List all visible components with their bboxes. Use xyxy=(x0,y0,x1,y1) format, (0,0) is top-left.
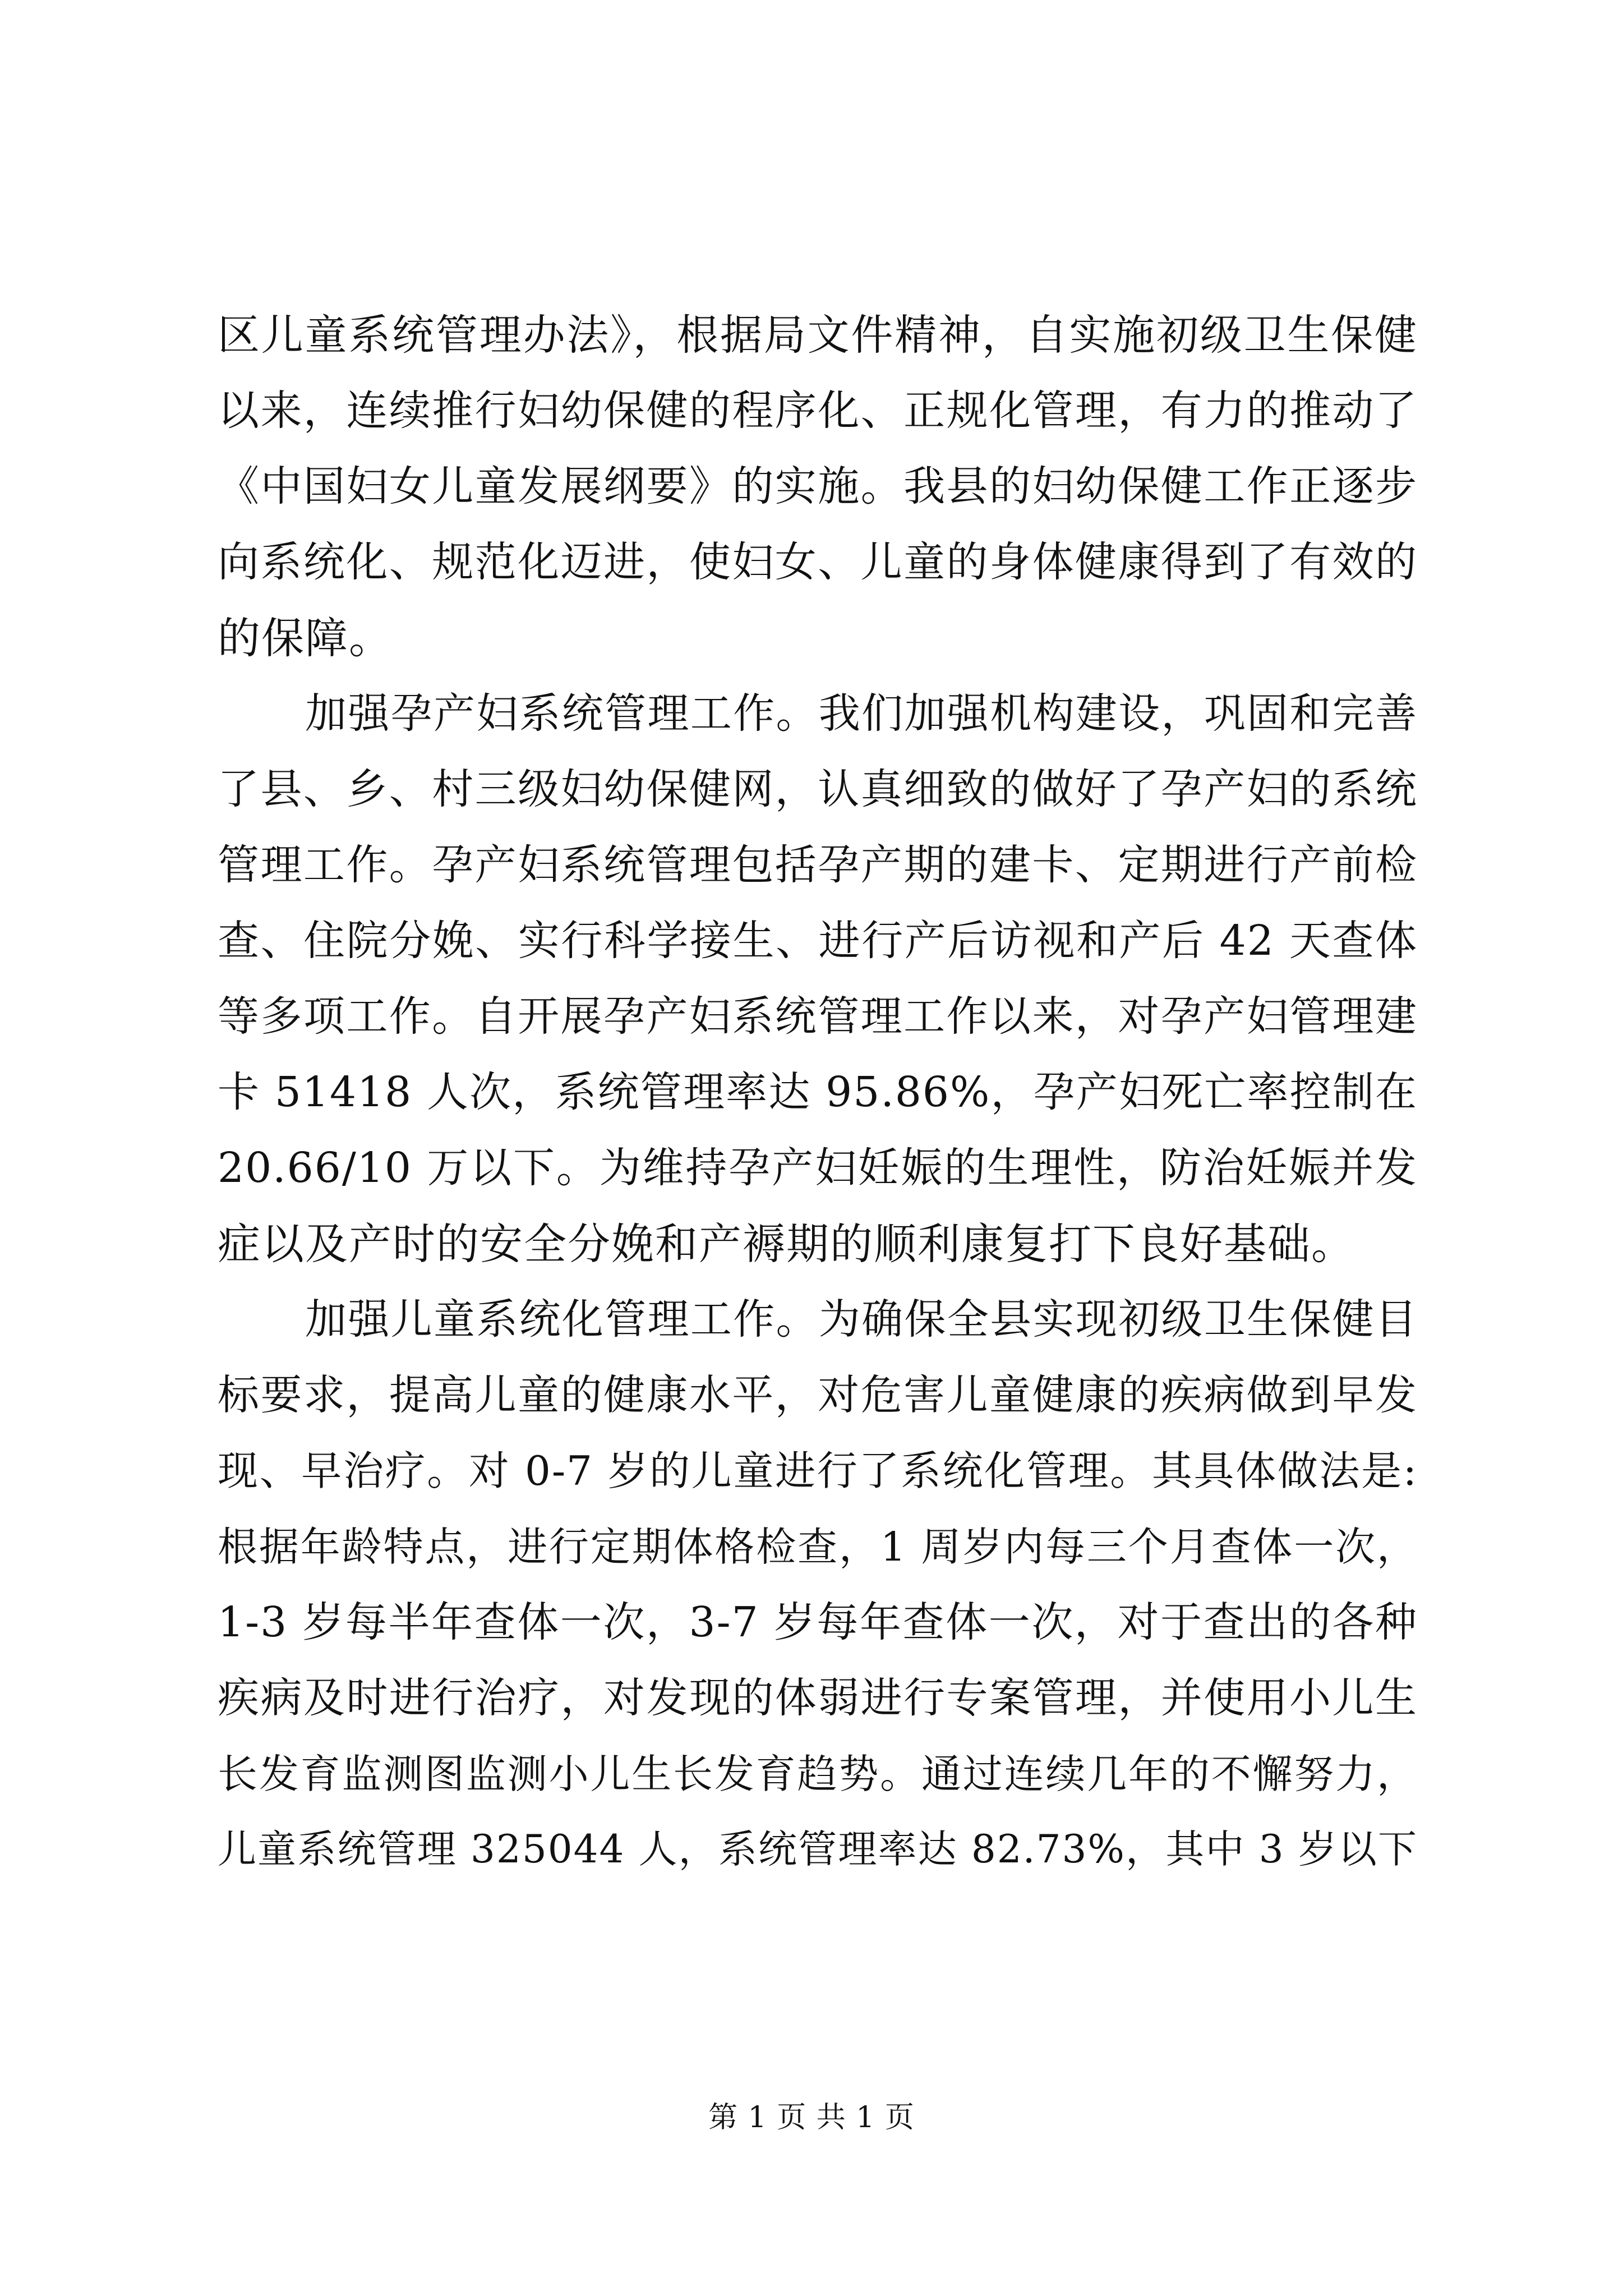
text-line: 标要求，提高儿童的健康水平，对危害儿童健康的疾病做到早发 xyxy=(218,1371,1418,1419)
text-line: 以来，连续推行妇幼保健的程序化、正规化管理，有力的推动了 xyxy=(218,386,1418,435)
text-line: 卡 51418 人次，系统管理率达 95.86%，孕产妇死亡率控制在 xyxy=(218,1068,1418,1116)
text-line: 向系统化、规范化迈进，使妇女、儿童的身体健康得到了有效的 xyxy=(218,538,1418,586)
text-line: 现、早治疗。对 0-7 岁的儿童进行了系统化管理。其具体做法是: xyxy=(218,1447,1418,1494)
text-line: 查、住院分娩、实行科学接生、进行产后访视和产后 42 天查体 xyxy=(218,917,1418,965)
text-line: 儿童系统管理 325044 人，系统管理率达 82.73%，其中 3 岁以下 xyxy=(218,1827,1418,1872)
page-footer: 第 1 页 共 1 页 xyxy=(708,2101,915,2134)
text-line: 根据年龄特点，进行定期体格检查，1 周岁内每三个月查体一次， xyxy=(218,1524,1418,1570)
text-line: 管理工作。孕产妇系统管理包括孕产期的建卡、定期进行产前检 xyxy=(218,841,1418,889)
text-line: 加强儿童系统化管理工作。为确保全县实现初级卫生保健目 xyxy=(305,1295,1418,1343)
text-line: 《中国妇女儿童发展纲要》的实施。我县的妇幼保健工作正逐步 xyxy=(218,462,1418,510)
text-line: 的保障。 xyxy=(218,613,393,663)
text-line: 症以及产时的安全分娩和产褥期的顺利康复打下良好基础。 xyxy=(218,1219,1355,1269)
text-line: 等多项工作。自开展孕产妇系统管理工作以来，对孕产妇管理建 xyxy=(218,992,1418,1041)
body-text xyxy=(218,297,1418,1888)
text-line: 加强孕产妇系统管理工作。我们加强机构建设，巩固和完善 xyxy=(305,689,1418,738)
text-line: 了县、乡、村三级妇幼保健网，认真细致的做好了孕产妇的系统 xyxy=(218,765,1418,813)
text-line: 疾病及时进行治疗，对发现的体弱进行专案管理，并使用小儿生 xyxy=(218,1674,1418,1722)
text-line: 1-3 岁每半年查体一次，3-7 岁每年查体一次，对于查出的各种 xyxy=(218,1598,1418,1646)
text-line: 长发育监测图监测小儿生长发育趋势。通过连续几年的不懈努力， xyxy=(218,1751,1418,1797)
text-line: 区儿童系统管理办法》，根据局文件精神，自实施初级卫生保健 xyxy=(218,310,1418,360)
text-line: 20.66/10 万以下。为维持孕产妇妊娠的生理性，防治妊娠并发 xyxy=(218,1144,1418,1192)
